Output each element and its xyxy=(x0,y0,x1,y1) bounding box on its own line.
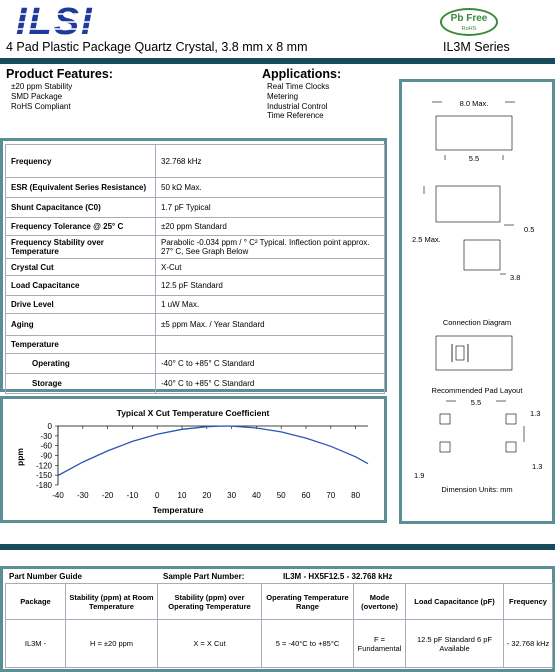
applications-list xyxy=(267,82,329,121)
feature-item: RoHS Compliant xyxy=(11,101,71,111)
pad xyxy=(440,442,450,452)
temperature-coefficient-chart xyxy=(3,399,384,520)
column-header: Operating Temperature Range xyxy=(262,584,354,620)
x-tick-label: 40 xyxy=(251,491,261,500)
spec-label: Frequency xyxy=(6,145,156,178)
spec-label: Storage xyxy=(6,374,156,394)
package-side-view xyxy=(436,186,500,222)
connection-package xyxy=(436,336,512,370)
x-tick-label: 50 xyxy=(276,491,286,500)
column-header: Stability (ppm) over Operating Temperature xyxy=(158,584,262,620)
series-line xyxy=(58,426,368,476)
spec-row xyxy=(6,218,385,236)
pad xyxy=(440,414,450,424)
spec-value: 50 kΩ Max. xyxy=(156,178,385,198)
column-header: Stability (ppm) at Room Temperature xyxy=(66,584,158,620)
spec-label: Frequency Tolerance @ 25° C xyxy=(6,218,156,236)
dim-length-label: 8.0 Max. xyxy=(459,99,489,108)
y-tick-label: -180 xyxy=(35,481,52,490)
dim-width-label: 3.8 xyxy=(510,273,521,282)
spec-value: -40° C to +85° C Standard xyxy=(156,354,385,374)
x-tick-label: 30 xyxy=(227,491,237,500)
spec-value: ±20 ppm Standard xyxy=(156,218,385,236)
pad-width-label: 1.3 xyxy=(530,409,541,418)
column-header: Package xyxy=(6,584,66,620)
spec-label: Crystal Cut xyxy=(6,259,156,276)
spec-value: 1 uW Max. xyxy=(156,296,385,314)
column-header: Mode (overtone) xyxy=(354,584,406,620)
part-number-row xyxy=(6,620,553,668)
table-cell: IL3M - xyxy=(6,620,66,668)
dim-height-label: 2.5 Max. xyxy=(412,235,441,244)
x-tick-label: -40 xyxy=(52,491,64,500)
y-tick-label: -30 xyxy=(40,431,52,441)
application-item: Time Reference xyxy=(267,111,324,121)
spec-value: 32.768 kHz xyxy=(156,145,385,178)
spec-row xyxy=(6,236,385,259)
x-tick-label: -20 xyxy=(101,491,114,500)
package-end-view xyxy=(464,240,500,270)
page-title: 4 Pad Plastic Package Quartz Crystal, 3.8 mm x 8 mm xyxy=(6,40,308,54)
sample-part-number-value: IL3M - HX5F12.5 - 32.768 kHz xyxy=(283,572,393,581)
package-top-view xyxy=(436,116,512,150)
table-cell: X = X Cut xyxy=(158,620,262,668)
badge-sub: RoHS xyxy=(461,26,477,32)
part-number-panel xyxy=(0,566,555,672)
y-tick-label: -120 xyxy=(35,461,52,471)
spec-value: Parabolic -0.034 ppm / ° C² Typical. Inflection point approx. 27° C, See Graph Below xyxy=(156,236,385,259)
spec-row xyxy=(6,314,385,336)
dimension-diagram-panel xyxy=(399,79,555,524)
x-tick-label: 80 xyxy=(351,491,361,500)
column-header: Frequency xyxy=(504,584,553,620)
dimension-drawing xyxy=(402,82,552,521)
pad-layout-label: Recommended Pad Layout xyxy=(431,386,523,395)
x-tick-label: 20 xyxy=(202,491,212,500)
features-list xyxy=(11,82,72,111)
feature-item: SMD Package xyxy=(11,91,63,101)
dimension-units-label: Dimension Units: mm xyxy=(441,485,513,494)
x-tick-label: 60 xyxy=(301,491,311,500)
table-cell: F = Fundamental xyxy=(354,620,406,668)
y-tick-label: -150 xyxy=(35,471,52,481)
spec-value: X-Cut xyxy=(156,259,385,276)
spec-row xyxy=(6,374,385,394)
spec-label: Temperature xyxy=(6,336,156,354)
table-cell: 5 = -40°C to +85°C xyxy=(262,620,354,668)
application-item: Industrial Control xyxy=(267,101,328,111)
spec-row xyxy=(6,354,385,374)
section-rule xyxy=(0,544,555,550)
pad xyxy=(506,414,516,424)
pad-pitch-label: 1.9 xyxy=(414,471,425,480)
series-name: IL3M Series xyxy=(443,40,510,54)
spec-row xyxy=(6,198,385,218)
pad-spacing-label: 5.5 xyxy=(470,398,482,407)
spec-value: -40° C to +85° C Standard xyxy=(156,374,385,394)
x-tick-label: 70 xyxy=(326,491,336,500)
spec-value xyxy=(156,336,385,354)
pb-free-badge xyxy=(440,8,498,36)
column-header: Load Capacitance (pF) xyxy=(406,584,504,620)
dim-pad-thickness-label: 0.5 xyxy=(524,225,535,234)
header-rule xyxy=(0,58,555,64)
table-cell: 12.5 pF Standard 6 pF Available xyxy=(406,620,504,668)
y-tick-label: -60 xyxy=(40,441,52,451)
x-tick-label: 10 xyxy=(177,491,187,500)
spec-value: 1.7 pF Typical xyxy=(156,198,385,218)
x-tick-label: -10 xyxy=(126,491,139,500)
sample-part-number-label: Sample Part Number: xyxy=(163,572,245,581)
spec-row xyxy=(6,145,385,178)
ilsi-logo xyxy=(14,2,134,40)
part-number-table xyxy=(5,583,553,668)
badge-main: Pb Free xyxy=(450,13,488,24)
spec-value: 12.5 pF Standard xyxy=(156,276,385,296)
part-number-header-row xyxy=(6,584,553,620)
spec-row xyxy=(6,296,385,314)
spec-value: ±5 ppm Max. / Year Standard xyxy=(156,314,385,336)
spec-label: ESR (Equivalent Series Resistance) xyxy=(6,178,156,198)
feature-item: ±20 ppm Stability xyxy=(11,82,73,91)
spec-table xyxy=(5,144,385,394)
connection-diagram-label: Connection Diagram xyxy=(442,318,512,327)
spec-panel xyxy=(0,138,387,392)
svg-text:ILSI: ILSI xyxy=(16,2,94,40)
x-tick-label: -30 xyxy=(77,491,89,500)
spec-row xyxy=(6,259,385,276)
y-tick-label: -90 xyxy=(40,451,52,461)
spec-label: Frequency Stability over Temperature xyxy=(6,236,156,259)
chart-xlabel: Temperature xyxy=(152,505,204,515)
features-heading: Product Features: xyxy=(6,67,113,81)
x-tick-label: 0 xyxy=(154,491,160,500)
pad-height-label: 1.3 xyxy=(532,462,543,471)
chart-panel xyxy=(0,396,387,523)
spec-row xyxy=(6,336,385,354)
spec-label: Aging xyxy=(6,314,156,336)
part-number-guide-label: Part Number Guide xyxy=(9,572,82,581)
crystal-symbol xyxy=(456,346,464,360)
table-cell: H = ±20 ppm xyxy=(66,620,158,668)
pad xyxy=(506,442,516,452)
chart-title: Typical X Cut Temperature Coefficient xyxy=(116,408,270,418)
y-tick-label: 0 xyxy=(47,422,52,431)
spec-row xyxy=(6,178,385,198)
application-item: Metering xyxy=(267,91,299,101)
table-cell: - 32.768 kHz xyxy=(504,620,553,668)
spec-label: Shunt Capacitance (C0) xyxy=(6,198,156,218)
chart-ylabel: ppm xyxy=(15,448,25,466)
spec-row xyxy=(6,276,385,296)
application-item: Real Time Clocks xyxy=(267,82,330,91)
spec-label: Load Capacitance xyxy=(6,276,156,296)
applications-heading: Applications: xyxy=(262,67,342,81)
dim-pad-spacing-label: 5.5 xyxy=(468,154,480,163)
spec-label: Drive Level xyxy=(6,296,156,314)
spec-label: Operating xyxy=(6,354,156,374)
